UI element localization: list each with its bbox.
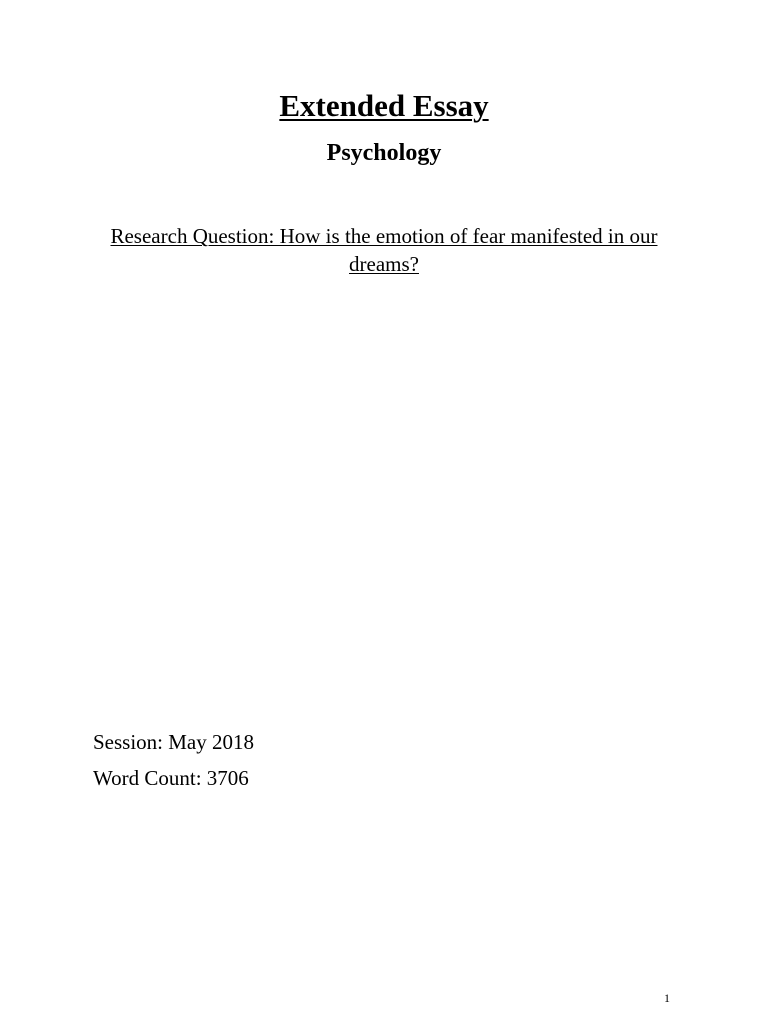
page-number: 1: [664, 991, 670, 1005]
document-title: Extended Essay: [279, 88, 489, 123]
word-count: Word Count: 3706: [93, 766, 249, 790]
research-question: Research Question: How is the emotion of fear manifested in our dreams?: [110, 224, 658, 276]
document-subject: Psychology: [326, 140, 442, 166]
session-info: Session: May 2018: [93, 730, 255, 754]
